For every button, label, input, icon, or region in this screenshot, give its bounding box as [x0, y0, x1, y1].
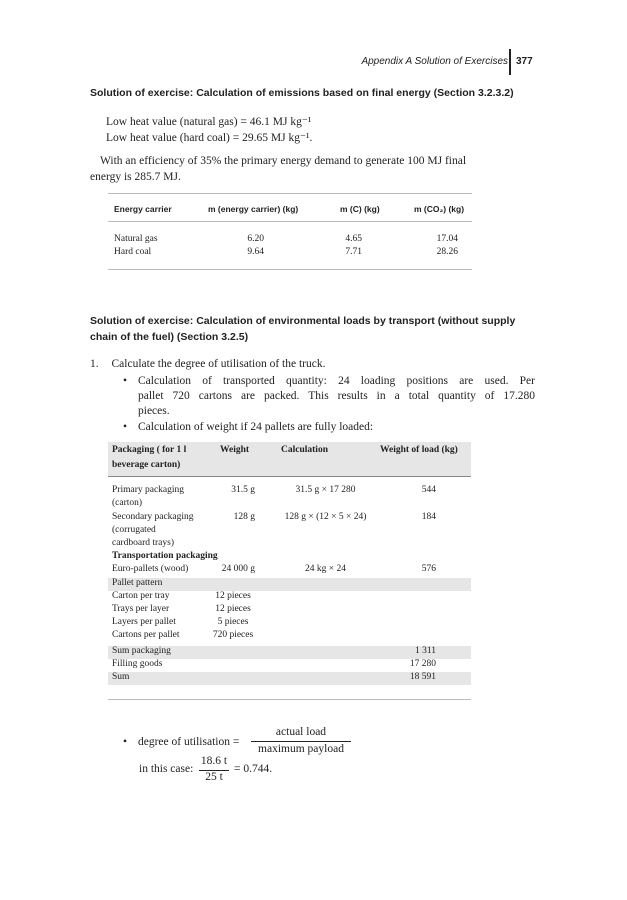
degree-denominator: maximum payload	[258, 743, 344, 755]
cell-packaging: cardboard trays)	[112, 538, 174, 548]
cell-weight: 5 pieces	[217, 617, 249, 627]
cell-packaging: (carton)	[112, 498, 143, 508]
energy-carrier-table	[108, 193, 472, 270]
th-calculation: Calculation	[281, 445, 328, 455]
table-row	[108, 591, 471, 604]
section2-heading-line1: Solution of exercise: Calculation of environmental loads by transport (without supply	[90, 315, 516, 327]
cell-packaging: Euro-pallets (wood)	[112, 564, 189, 574]
th-packaging-l2: beverage carton)	[112, 460, 181, 470]
section1-heading: Solution of exercise: Calculation of emissions based on final energy (Section 3.2.3.2)	[90, 87, 514, 99]
table-row	[108, 538, 471, 551]
item-text: Calculate the degree of utilisation of the truck.	[111, 358, 326, 370]
header-title: Appendix A Solution of Exercises	[361, 56, 508, 67]
item-number: 1.	[90, 358, 99, 370]
cell-load: 1 311	[414, 646, 436, 656]
heat-value-formulas	[106, 114, 312, 146]
cell-load: 544	[421, 485, 436, 495]
efficiency-paragraph	[90, 153, 536, 185]
bullet2-text: Calculation of weight if 24 pallets are fully loaded:	[138, 421, 374, 433]
table-row	[108, 551, 471, 564]
bullet-icon: •	[123, 421, 128, 433]
th-packaging-l1: Packaging ( for 1 l	[112, 445, 187, 455]
case-numerator: 18.6 t	[200, 755, 228, 767]
section2-heading	[90, 313, 520, 345]
th-weight: Weight	[220, 445, 250, 455]
cell-weight: 128 g	[233, 512, 255, 522]
cell-calculation: 24 kg × 24	[305, 564, 346, 574]
degree-formula	[123, 726, 383, 756]
cell-packaging: Layers per pallet	[112, 617, 176, 627]
cell-m-c: 4.65	[345, 234, 362, 244]
bullet-icon: •	[123, 736, 128, 748]
cell-weight: 720 pieces	[212, 630, 254, 640]
table2-bottom-rule	[108, 699, 471, 700]
cell-load: 17 280	[409, 659, 436, 669]
th-m-co2: m (CO₂) (kg)	[414, 204, 465, 214]
cell-m-co2: 17.04	[436, 234, 458, 244]
cell-packaging: Filling goods	[112, 659, 163, 669]
table2-header	[108, 442, 471, 477]
fraction-bar	[251, 741, 351, 742]
cell-load: 184	[421, 512, 436, 522]
page-number: 377	[516, 56, 533, 67]
cell-packaging: Sum	[112, 672, 130, 682]
cell-m-co2: 28.26	[436, 247, 458, 257]
cell-carrier: Hard coal	[114, 247, 152, 257]
table-row	[108, 672, 471, 685]
table1-separator	[108, 221, 472, 222]
cell-packaging: Pallet pattern	[112, 578, 163, 588]
bullet1-line3: pieces.	[138, 405, 170, 417]
table-row	[108, 512, 471, 525]
cell-calculation: 128 g × (12 × 5 × 24)	[284, 512, 367, 522]
cell-weight: 24 000 g	[221, 564, 255, 574]
table-row	[108, 485, 471, 498]
table-row	[108, 604, 471, 617]
cell-weight: 31.5 g	[231, 485, 255, 495]
cell-packaging-group: Transportation packaging	[112, 551, 218, 561]
running-header	[330, 55, 535, 71]
header-divider	[509, 49, 511, 75]
table-row	[108, 498, 471, 511]
cell-calculation: 31.5 g × 17 280	[295, 485, 356, 495]
formula-natural-gas: Low heat value (natural gas) = 46.1 MJ kg⁻¹	[106, 116, 312, 128]
cell-packaging: Sum packaging	[112, 646, 171, 656]
cell-packaging: Trays per layer	[112, 604, 170, 614]
cell-load: 18 591	[409, 672, 436, 682]
degree-label: degree of utilisation =	[138, 736, 240, 748]
case-label: in this case:	[139, 763, 194, 775]
th-weight-of-load: Weight of load (kg)	[380, 445, 458, 455]
cell-m-carrier: 6.20	[247, 234, 264, 244]
list-item	[90, 358, 325, 370]
bullet1-line1: Calculation of transported quantity: 24 loading positions are used. Per	[138, 375, 535, 387]
bullet-weight	[123, 421, 373, 433]
cell-packaging: Primary packaging	[112, 485, 185, 495]
th-energy-carrier: Energy carrier	[114, 204, 172, 214]
cell-weight: 12 pieces	[215, 604, 251, 614]
case-denominator: 25 t	[205, 771, 223, 783]
case-formula	[139, 755, 299, 785]
case-result: = 0.744.	[234, 763, 273, 775]
para-line-1: With an efficiency of 35% the primary energy demand to generate 100 MJ final	[100, 155, 467, 167]
bullet-transported-quantity	[123, 374, 535, 419]
table-row	[108, 646, 471, 659]
cell-load: 576	[421, 564, 436, 574]
table-row	[108, 247, 472, 260]
cell-packaging: Cartons per pallet	[112, 630, 180, 640]
bullet1-line2: pallet 720 cartons are packed. This results in a total quantity of 17.280	[138, 390, 535, 402]
cell-packaging: Carton per tray	[112, 591, 170, 601]
cell-m-carrier: 9.64	[247, 247, 264, 257]
table-row	[108, 630, 471, 643]
table-row	[108, 617, 471, 630]
table-row	[108, 578, 471, 591]
table-row	[108, 525, 471, 538]
table-row	[108, 564, 471, 577]
formula-hard-coal: Low heat value (hard coal) = 29.65 MJ kg⁻¹.	[106, 132, 313, 144]
table-row	[108, 659, 471, 672]
para-line-2: energy is 285.7 MJ.	[90, 171, 181, 183]
cell-packaging: Secondary packaging	[112, 512, 194, 522]
cell-carrier: Natural gas	[114, 234, 158, 244]
bullet-icon: •	[123, 375, 128, 387]
cell-weight: 12 pieces	[215, 591, 251, 601]
cell-m-c: 7.71	[345, 247, 362, 257]
section2-heading-line2: chain of the fuel) (Section 3.2.5)	[90, 331, 249, 343]
th-m-energy-carrier: m (energy carrier) (kg)	[208, 204, 299, 214]
table-row	[108, 234, 472, 247]
th-m-c: m (C) (kg)	[340, 204, 380, 214]
cell-packaging: (corrugated	[112, 525, 156, 535]
degree-numerator: actual load	[275, 726, 327, 738]
